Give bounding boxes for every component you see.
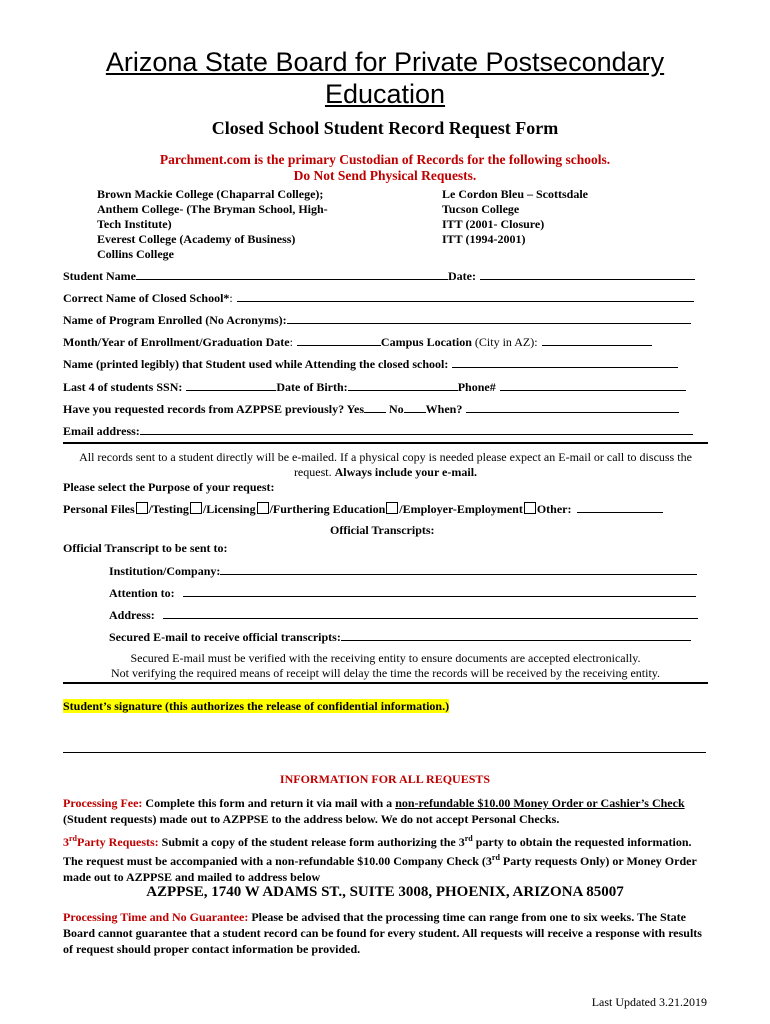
processing-fee-label: Processing Fee: — [63, 796, 143, 810]
school-item: Brown Mackie College (Chaparral College); — [97, 187, 324, 201]
schools-list-left — [97, 187, 357, 262]
ssn-field[interactable] — [186, 379, 276, 391]
no-label: No — [389, 402, 404, 416]
signature-line[interactable] — [63, 752, 706, 753]
other-field[interactable] — [577, 501, 663, 513]
last-updated: Last Updated 3.21.2019 — [591, 995, 707, 1009]
address-field[interactable] — [163, 607, 698, 619]
third-label-num: 3 — [63, 835, 69, 849]
school-item: ITT (2001- Closure) — [442, 217, 545, 231]
notice-request: request. — [293, 465, 332, 479]
school-name-field[interactable] — [237, 290, 694, 302]
third-text-c: Party requests Only) or Money Order made out to AZPPSE and mailed to address below — [63, 854, 697, 884]
title-line-1: Arizona State Board for Private Postsecondary — [105, 47, 665, 77]
printed-name-field[interactable] — [452, 356, 678, 368]
processing-time-paragraph — [63, 909, 703, 957]
employment-checkbox[interactable] — [524, 502, 536, 514]
notice-line-1: All records sent to a student directly will be e-mailed. If a physical copy is needed please expect an E-mail or call to discuss the — [79, 450, 692, 464]
ssn-row — [63, 379, 686, 395]
when-label: When? — [425, 402, 463, 416]
third-label-sup: rd — [69, 834, 77, 843]
school-item: Tucson College — [442, 202, 520, 216]
campus-label: Campus Location — [380, 335, 472, 349]
title-line-2: Education — [324, 79, 446, 109]
school-item: Anthem College- (The Bryman School, High- — [97, 202, 328, 216]
institution-label: Institution/Company: — [109, 564, 221, 578]
campus-field[interactable] — [542, 334, 652, 346]
dob-field[interactable] — [348, 379, 458, 391]
secured-email-field[interactable] — [341, 629, 691, 641]
address-row — [109, 607, 698, 623]
testing-checkbox[interactable] — [190, 502, 202, 514]
processing-time-label: Processing Time and No Guarantee: — [63, 910, 249, 924]
email-label: Email address: — [63, 424, 140, 438]
transcript-sent-to: Official Transcript to be sent to: — [63, 541, 228, 555]
previous-label: Have you requested records from AZPPSE previously? Yes — [63, 402, 364, 416]
month-year-label: Month/Year of Enrollment/Graduation Date — [63, 335, 290, 349]
date-field[interactable] — [480, 268, 695, 280]
printed-name-row — [63, 356, 678, 372]
institution-field[interactable] — [220, 563, 697, 575]
date-label: Date: — [448, 269, 476, 283]
program-row — [63, 312, 691, 328]
no-field[interactable] — [404, 401, 426, 413]
purpose-employment-label: /Employer-Employment — [399, 502, 523, 516]
phone-field[interactable] — [500, 379, 686, 391]
program-label: Name of Program Enrolled (No Acronyms): — [63, 313, 287, 327]
third-text-sup-2: rd — [491, 853, 500, 862]
address-label: Address: — [109, 608, 155, 622]
school-item: Collins College — [97, 247, 174, 261]
purpose-heading: Please select the Purpose of your request: — [63, 480, 275, 494]
secured-email-row — [109, 629, 691, 645]
secured-note-line-2: Not verifying the required means of receipt will delay the time the records will be received by the receiving entity. — [110, 666, 661, 680]
purpose-other-label: Other: — [536, 502, 572, 516]
printed-name-label: Name (printed legibly) that Student used while Attending the closed school: — [63, 357, 449, 371]
email-row — [63, 423, 693, 439]
school-name-colon: : — [229, 291, 233, 305]
purpose-personal-label: Personal Files — [63, 502, 135, 516]
schools-list-right — [442, 187, 692, 247]
school-name-row — [63, 290, 694, 306]
form-title — [0, 46, 770, 110]
school-item: Le Cordon Bleu – Scottsdale — [442, 187, 589, 201]
processing-fee-paragraph — [63, 795, 703, 827]
info-heading: INFORMATION FOR ALL REQUESTS — [279, 772, 491, 786]
month-year-field[interactable] — [297, 334, 381, 346]
institution-row — [109, 563, 697, 579]
month-year-colon: : — [289, 335, 293, 349]
previous-request-row — [63, 401, 679, 417]
custodian-line-1: Parchment.com is the primary Custodian of Records for the following schools. — [159, 152, 611, 167]
attention-row — [109, 585, 696, 601]
third-text-sup: rd — [464, 834, 473, 843]
email-notice — [63, 450, 708, 480]
divider — [63, 442, 708, 444]
student-name-field[interactable] — [136, 268, 448, 280]
third-party-paragraph — [63, 831, 703, 885]
purpose-testing-label: /Testing — [148, 502, 189, 516]
secured-email-label: Secured E-mail to receive official transcripts: — [109, 630, 341, 644]
purpose-education-label: /Furthering Education — [269, 502, 386, 516]
fee-text-b: (Student requests) made out to AZPPSE to the address below. We do not accept Personal Checks. — [63, 812, 560, 826]
mailing-address: AZPPSE, 1740 W ADAMS ST., SUITE 3008, PHOENIX, ARIZONA 85007 — [146, 884, 624, 900]
notice-line-2 — [63, 465, 708, 480]
notice-include-email: Always include your e-mail. — [334, 465, 478, 479]
secured-note-line-1: Secured E-mail must be verified with the receiving entity to ensure documents are accepted electronically. — [130, 651, 641, 665]
fee-text-a: Complete this form and return it via mail with a — [145, 796, 393, 810]
school-item: ITT (1994-2001) — [442, 232, 526, 246]
school-item: Tech Institute) — [97, 217, 172, 231]
yes-field[interactable] — [364, 401, 386, 413]
phone-label: Phone# — [457, 380, 496, 394]
purpose-options — [63, 501, 663, 517]
program-field[interactable] — [287, 312, 691, 324]
divider — [63, 682, 708, 684]
third-label-text: Party Requests: — [77, 835, 159, 849]
processing-time-text: Please be advised that the processing time can range from one to six weeks. The State Board cannot guarantee that a student record can be found for every student. All requests will receive a response with results of request should proper contact information be provided. — [63, 910, 702, 956]
student-name-label: Student Name — [63, 269, 137, 283]
when-field[interactable] — [466, 401, 679, 413]
attention-label: Attention to: — [109, 586, 175, 600]
attention-field[interactable] — [183, 585, 696, 597]
student-name-row — [63, 268, 695, 284]
signature-label-text: Student’s signature (this authorizes the release of confidential information.) — [63, 699, 450, 713]
purpose-licensing-label: /Licensing — [202, 502, 256, 516]
custodian-notice — [0, 152, 770, 184]
third-text-b: party to obtain the requested information. The request must be accompanied with a non-refundable $10.00 Company Check (3 — [63, 835, 692, 868]
email-field[interactable] — [140, 423, 693, 435]
fee-underlined: non-refundable $10.00 Money Order or Cashier’s Check — [395, 796, 685, 810]
enrollment-row — [63, 334, 652, 350]
custodian-line-2: Do Not Send Physical Requests. — [293, 168, 477, 183]
form-subtitle: Closed School Student Record Request Form — [211, 118, 559, 138]
transcripts-heading: Official Transcripts: — [330, 523, 435, 537]
secured-email-note — [63, 651, 708, 681]
dob-label: Date of Birth: — [276, 380, 348, 394]
furthering-education-checkbox[interactable] — [386, 502, 398, 514]
ssn-label: Last 4 of students SSN: — [63, 380, 183, 394]
third-text-a: Submit a copy of the student release form authorizing the 3 — [161, 835, 465, 849]
third-party-label — [63, 835, 159, 849]
school-name-label: Correct Name of Closed School* — [63, 291, 230, 305]
licensing-checkbox[interactable] — [257, 502, 269, 514]
school-item: Everest College (Academy of Business) — [97, 232, 296, 246]
personal-files-checkbox[interactable] — [136, 502, 148, 514]
signature-label — [63, 699, 449, 714]
campus-note: (City in AZ): — [474, 335, 538, 349]
